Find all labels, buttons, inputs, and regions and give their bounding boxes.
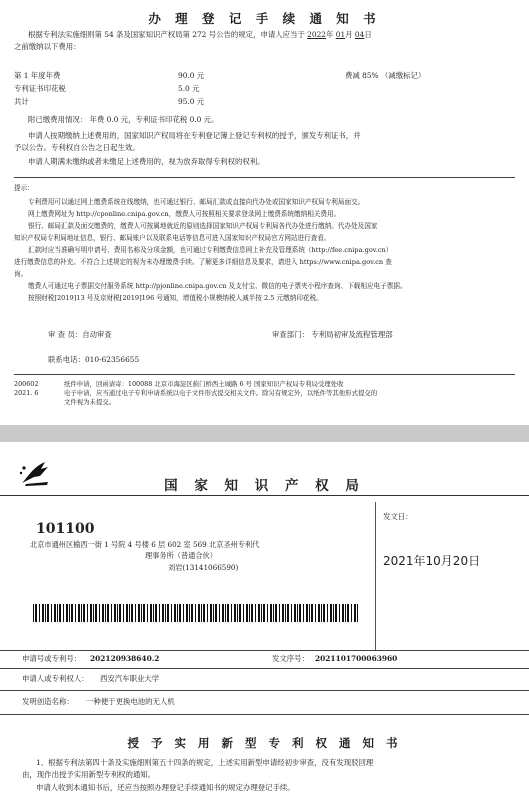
divider [0, 650, 529, 651]
tip-line: 银行、邮局汇款及面交缴费的，缴费人可按属地就近的原则选择国家知识产权局专利局各代办处进行缴纳。代办处及国家 [28, 222, 378, 230]
tip-line: 按照财税[2019]13 号及京财税[2019]196 号通知，增值税小规模纳税人减半按 2.5 元缴纳印花税。 [28, 294, 323, 302]
divider [0, 690, 529, 691]
deadline-year: 2022 [307, 30, 326, 39]
postcode: 101100 [36, 521, 95, 537]
applicant-name: 西安汽车职业大学 [100, 674, 160, 683]
tip-line: 网上缴费网址为 http://cponline.cnipa.gov.cn，缴费人可按照相关要求登录网上缴费系统缴纳相关费用。 [28, 210, 341, 218]
agency-name: 国 家 知 识 产 权 局 [164, 478, 365, 494]
tip-line: 询。 [14, 270, 28, 278]
grant-paragraph-line: 予以公告。专利权自公告之日起生效。 [14, 143, 140, 152]
footer-note-line: 纸件申请，回函请寄：100088 北京市海淀区蓟门桥西土城路 6 号 国家知识产权局专利局受理处收 [64, 380, 344, 388]
grant-body-line: 1、根据专利法第四十条及实施细则第五十四条的规定，上述实用新型申请经初步审查，没有发现驳回理 [36, 758, 374, 767]
contact-phone: 联系电话：010-62356655 [48, 355, 140, 364]
registration-notice-title: 办 理 登 记 手 续 通 知 书 [148, 11, 381, 26]
examiner: 审 查 员：自动审查 [48, 330, 112, 339]
tip-line: 进行缴费信息的补充。不符合上述规定的视为未办理缴费手续。了解更多详细信息及要求，请进入 https://www.cnipa.gov.cn 查 [14, 258, 392, 266]
document-number-label: 发文序号： [272, 654, 309, 663]
footer-note-line: 文件视为未提交。 [64, 398, 116, 406]
examining-department: 审查部门： 专利局初审及流程管理部 [272, 330, 393, 339]
form-version: 2021. 6 [14, 389, 39, 397]
document-number: 2021101700063960 [315, 654, 398, 663]
paid-fees-status: 附已缴费用情况： 年费 0.0 元，专利证书印花税 0.0 元。 [28, 115, 219, 124]
deadline-month: 01 [335, 30, 346, 39]
footer-divider [14, 374, 515, 375]
grant-notice-page [0, 442, 529, 794]
fee-amount: 90.0 元 [178, 71, 205, 80]
column-divider [375, 502, 376, 650]
deadline-intro: 根据专利法实施细则第 54 条及国家知识产权局第 272 号公告的规定，申请人应当于 2022年 01月 04日 [28, 30, 372, 39]
fee-name: 第 1 年度年费 [14, 71, 61, 80]
footer-note-line: 电子申请，应当通过电子专利申请系统以电子文件形式提交相关文件。除另有规定外，以纸件等其他形式提交的 [64, 389, 378, 397]
invention-title: 一种便于更换电池的无人机 [86, 697, 175, 706]
fee-name: 专利证书印花税 [14, 84, 66, 93]
issue-date-label: 发文日： [383, 512, 413, 521]
tip-line: 专利费用可以通过网上缴费系统在线缴纳，也可通过银行、邮局汇款或直接向代办处或国家知识产权局专利局面交。 [28, 198, 365, 206]
tip-line: 汇款时应当准确写明申请号、费用名称及分项金额，也可通过专利缴费信息网上补充及管理系统（http://fee.cnipa.gov.cn） [28, 246, 393, 254]
form-code: 200602 [14, 380, 39, 388]
application-number-label: 申请号或专利号： [22, 654, 82, 663]
grant-body-line: 申请人收到本通知书后，还应当按照办理登记手续通知书的规定办理登记手续。 [36, 783, 295, 792]
addressee-contact: 刘岩(13141066590) [168, 563, 239, 572]
issue-date: 2021年10月20日 [383, 554, 481, 568]
divider [0, 714, 529, 715]
deadline-day: 04 [354, 30, 365, 39]
grant-notice-title: 授 予 实 用 新 型 专 利 权 通 知 书 [127, 736, 402, 750]
grant-paragraph-line: 申请人按期缴纳上述费用的，国家知识产权局将在专利登记簿上登记专利权的授予，颁发专利证书，并 [28, 131, 361, 140]
deadline-intro-tail: 之前缴纳以下费用： [14, 42, 81, 51]
divider [0, 668, 529, 669]
tip-line: 缴费人可通过电子票据交付服务系统 http://pjonline.cnipa.gov.cn 及支付宝、微信的电子票夹小程序查询、下载相应电子票据。 [28, 282, 407, 290]
fee-total-label: 共计 [14, 97, 29, 106]
fee-note: 费减 85% （减缴标记） [345, 71, 426, 80]
waiver-paragraph: 申请人期满未缴纳或者未缴足上述费用的，视为放弃取得专利权的权利。 [28, 157, 265, 166]
address-line: 理事务所（普通合伙） [145, 551, 217, 560]
tips-label: 提示： [14, 184, 34, 192]
grant-body-line: 由，现作出授予实用新型专利权的通知。 [22, 770, 156, 779]
divider [14, 177, 515, 178]
tip-line: 知识产权局专利局地址信息，银行、邮局账户以及联系电话等信息可进入国家知识产权局官方网站进行查看。 [14, 234, 331, 242]
address-line: 北京市通州区榆西一街 1 号院 4 号楼 6 层 602 室 569 北京圣州专利代 [30, 540, 260, 549]
application-number: 202120938640.2 [90, 654, 160, 663]
header-rule [0, 495, 529, 496]
barcode [33, 604, 359, 622]
applicant-label: 申请人或专利权人： [22, 674, 89, 683]
invention-title-label: 发明创造名称： [22, 697, 74, 706]
fee-amount: 5.0 元 [178, 84, 200, 93]
fee-total-amount: 95.0 元 [178, 97, 205, 106]
